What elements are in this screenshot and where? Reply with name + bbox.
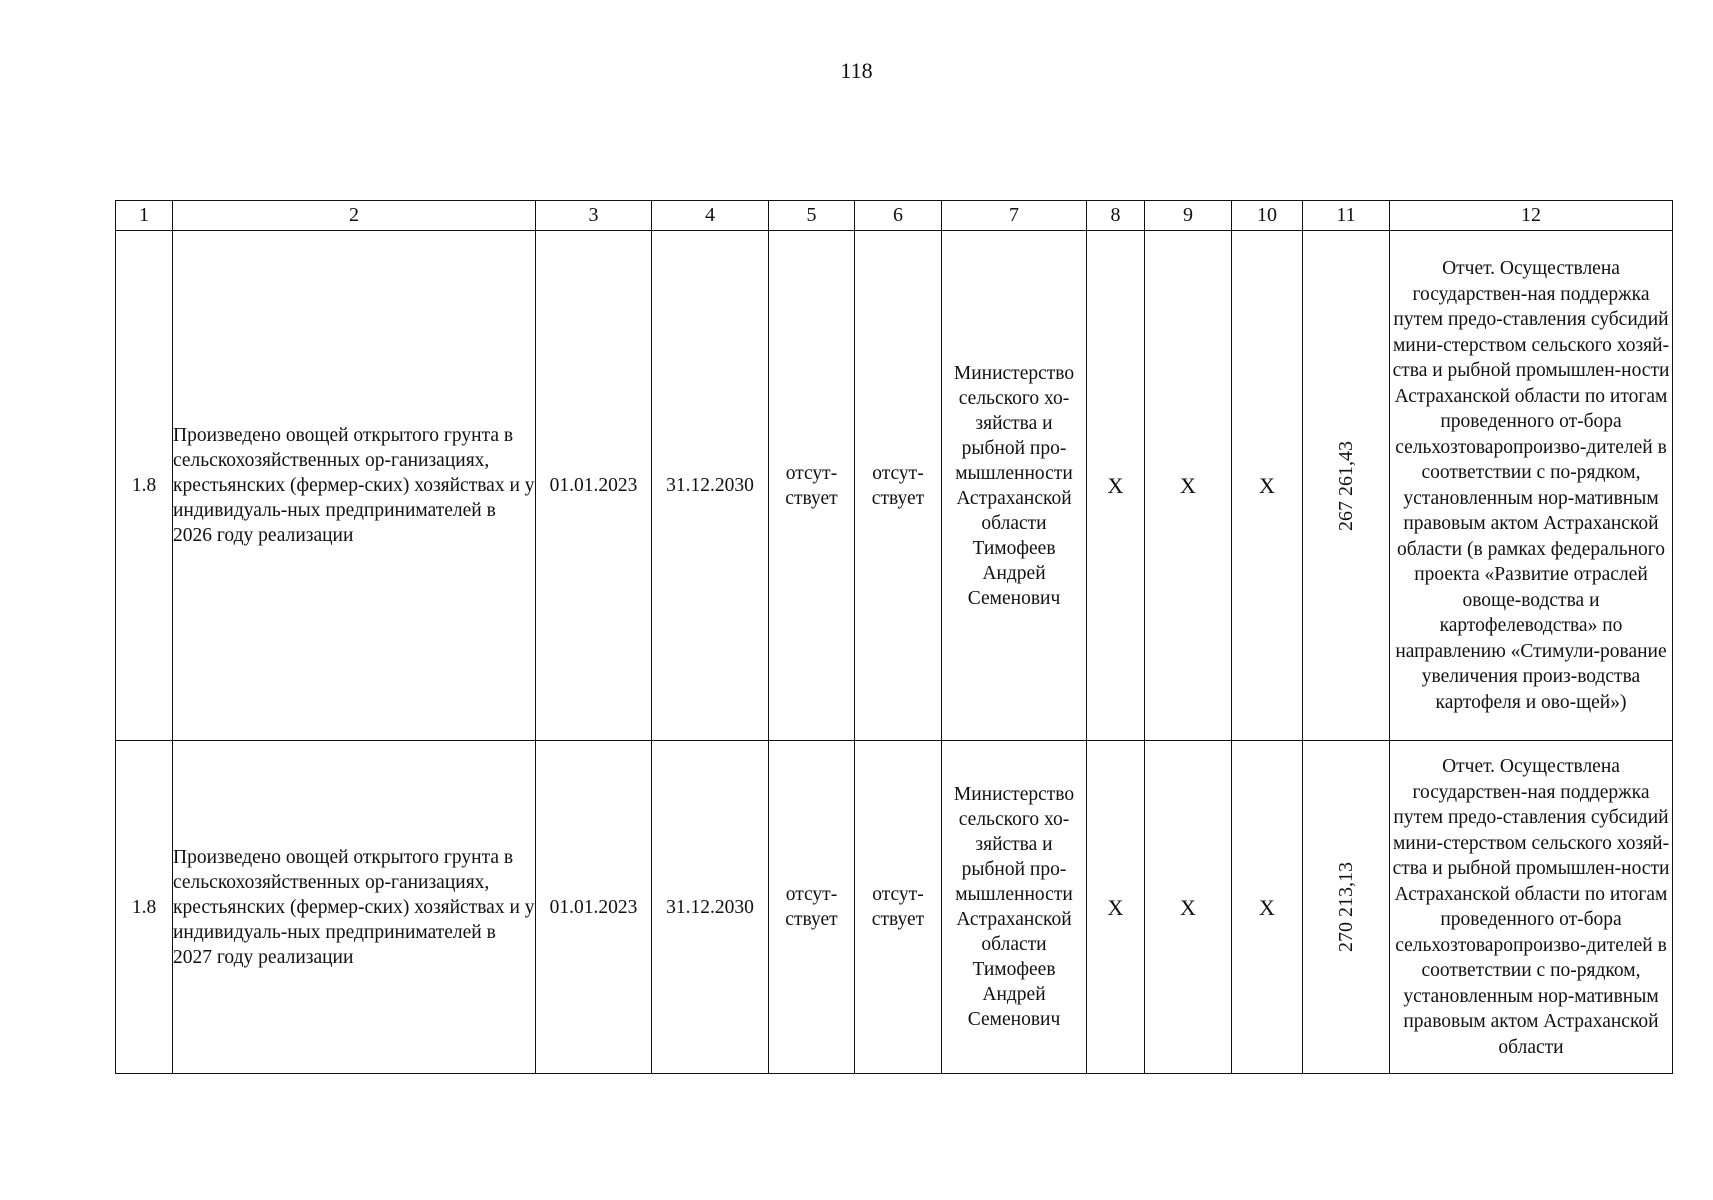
header-cell: 8 [1087, 201, 1145, 231]
header-cell: 5 [769, 201, 855, 231]
amount-value: 270 213,13 [1334, 862, 1357, 952]
start-date: 01.01.2023 [536, 231, 652, 741]
header-cell: 7 [942, 201, 1087, 231]
header-cell: 11 [1303, 201, 1390, 231]
page-number: 118 [840, 58, 873, 83]
header-cell: 2 [173, 201, 536, 231]
start-date: 01.01.2023 [536, 741, 652, 1074]
header-cell: 9 [1145, 201, 1232, 231]
report-text: Отчет. Осуществлена государствен-ная поддержка путем предо-ставления субсидий мини-стерством сельского хозяй-ства и рыбной промышлен-ности Астраханской области по итогам проведенного от-бора сельхозтоваропроизво-дителей в соответствии с по-рядком, установленным нор-мативным правовым актом Астраханской области [1390, 741, 1673, 1074]
amount-cell [1303, 741, 1390, 1074]
amount-cell [1303, 231, 1390, 741]
col8-mark: X [1087, 231, 1145, 741]
col5-value: отсут-ствует [769, 231, 855, 741]
header-cell: 12 [1390, 201, 1673, 231]
col6-value: отсут-ствует [855, 231, 942, 741]
col8-mark: X [1087, 741, 1145, 1074]
col10-mark: X [1232, 231, 1303, 741]
col9-mark: X [1145, 741, 1232, 1074]
header-cell: 1 [116, 201, 173, 231]
row-description: Произведено овощей открытого грунта в сельскохозяйственных ор-ганизациях, крестьянских (фермер-ских) хозяйствах и у индивидуаль-ных предпринимателей в 2026 году реализации [173, 231, 536, 741]
col5-value: отсут-ствует [769, 741, 855, 1074]
row-number: 1.8 [116, 741, 173, 1074]
table-row [116, 231, 1673, 741]
table-row [116, 741, 1673, 1074]
responsible-party: Министерство сельского хо-зяйства и рыбной про-мышленности Астраханской области Тимофеев Андрей Семенович [942, 231, 1087, 741]
header-cell: 3 [536, 201, 652, 231]
responsible-party: Министерство сельского хо-зяйства и рыбной про-мышленности Астраханской области Тимофеев Андрей Семенович [942, 741, 1087, 1074]
data-table [115, 200, 1673, 1074]
col9-mark: X [1145, 231, 1232, 741]
header-cell: 10 [1232, 201, 1303, 231]
header-cell: 6 [855, 201, 942, 231]
end-date: 31.12.2030 [652, 741, 769, 1074]
col10-mark: X [1232, 741, 1303, 1074]
row-description: Произведено овощей открытого грунта в сельскохозяйственных ор-ганизациях, крестьянских (фермер-ских) хозяйствах и у индивидуаль-ных предпринимателей в 2027 году реализации [173, 741, 536, 1074]
end-date: 31.12.2030 [652, 231, 769, 741]
row-number: 1.8 [116, 231, 173, 741]
header-row [116, 201, 1673, 231]
amount-value: 267 261,43 [1334, 440, 1357, 531]
col6-value: отсут-ствует [855, 741, 942, 1074]
header-cell: 4 [652, 201, 769, 231]
report-text: Отчет. Осуществлена государствен-ная поддержка путем предо-ставления субсидий мини-стерством сельского хозяй-ства и рыбной промышлен-ности Астраханской области по итогам проведенного от-бора сельхозтоваропроизво-дителей в соответствии с по-рядком, установленным нор-мативным правовым актом Астраханской области (в рамках федерального проекта «Развитие отраслей овоще-водства и картофелеводства» по направлению «Стимули-рование увеличения произ-водства картофеля и ово-щей») [1390, 231, 1673, 741]
